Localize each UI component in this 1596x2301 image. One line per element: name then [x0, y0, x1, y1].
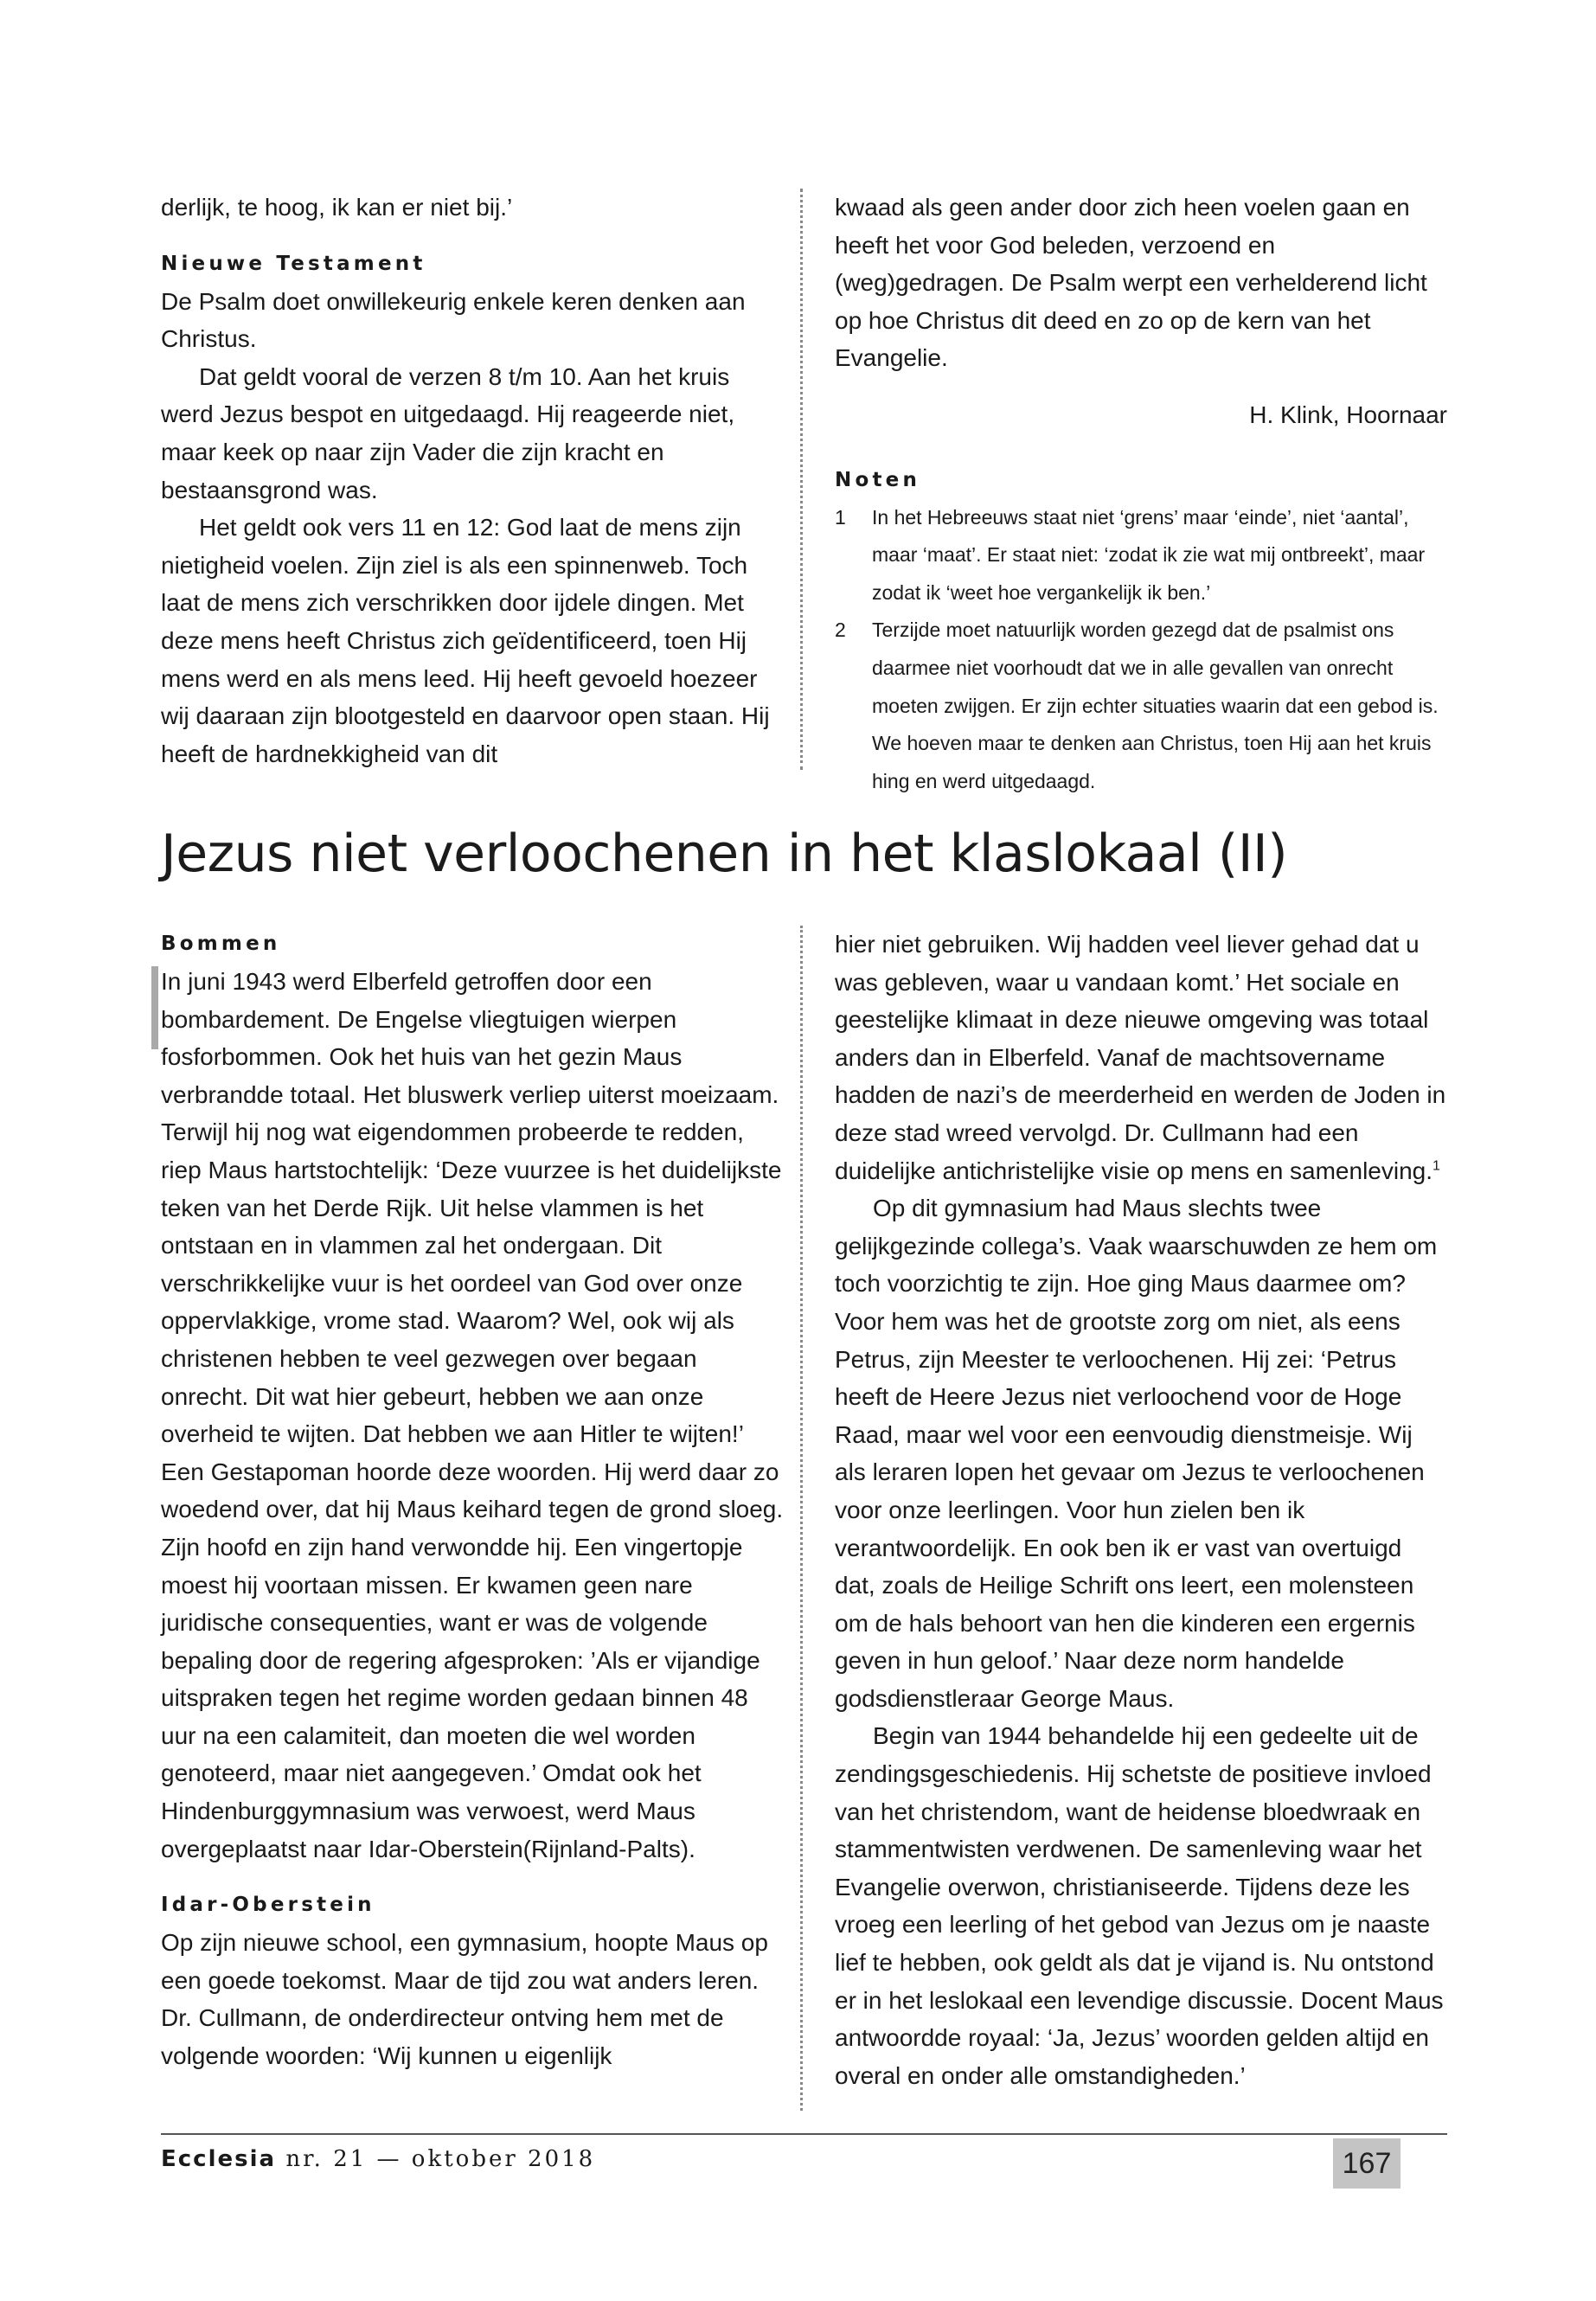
section-heading-nieuwe-testament: Nieuwe Testament: [161, 252, 426, 275]
footnote: [835, 612, 1447, 800]
footnote-text: In het Hebreeuws staat niet ‘grens’ maar ‘einde’, niet ‘aantal’, maar ‘maat’. Er staat niet: ‘zodat ik zie wat mij ontbreekt’, maar zodat ik ‘weet hoe vergankelijk ik ben.’: [872, 505, 1426, 604]
section-heading-bommen: Bommen: [161, 933, 281, 955]
paragraph: Het geldt ook vers 11 en 12: God laat de mens zijn nietigheid voelen. Zijn ziel is als een spinnenweb. Toch laat de mens zich verschrikken door ijdele dingen. Met deze mens heeft Christus zich geïdentificeerd, toen Hij mens werd en als mens leed. Hij heeft gevoeld hoezeer wij daaraan zijn blootgesteld en daarvoor open staan. Hij heeft de hardnekkigheid van dit: [161, 514, 770, 767]
footnote-number: 1: [835, 505, 846, 529]
issue-info: nr. 21 — oktober 2018: [285, 2146, 596, 2172]
paragraph: Dat geldt vooral de verzen 8 t/m 10. Aan het kruis werd Jezus bespot en uitgedaagd. Hij reageerde niet, maar keek op naar zijn Vader die zijn kracht en bestaansgrond was.: [161, 362, 735, 503]
paragraph: In juni 1943 werd Elberfeld getroffen door een bombardement. De Engelse vliegtuigen wierpen fosforbommen. Ook het huis van het gezin Maus verbrandde totaal. Het bluswerk verliep uiterst moeizaam. Terwijl hij nog wat eigendommen probeerde te redden, riep Maus hartstochtelijk: ‘Deze vuurzee is het duidelijkste teken van het Derde Rijk. Uit helse vlammen is het ontstaan en in vlammen zal het ondergaan. Dit verschrikkelijke vuur is het oordeel van God over onze oppervlakkige, vrome stad. Waarom? Wel, ook wij als christenen hebben te veel gezwegen over begaan onrecht. Dit wat hier gebeurt, hebben we aan onze overheid te wijten. Dat hebben we aan Hitler te wijten!’ Een Gestapoman hoorde deze woorden. Hij werd daar zo woedend over, dat hij Maus keihard tegen de grond sloeg. Zijn hoofd en zijn hand verwondde hij. Een vingertopje moest hij voortaan missen. Er kwamen geen nare juridische consequenties, want er was de volgende bepaling door de regering afgesproken: ’Als er vijandige uitspraken tegen het regime worden gedaan binnen 48 uur na een calamiteit, dan moeten die wel worden genoteerd, maar niet aangegeven.’ Omdat ook het Hindenburggymnasium was verwoest, werd Maus overgeplaatst naar Idar-Oberstein(Rijnland-Palts).: [161, 968, 784, 1862]
footnote-reference: 1: [1433, 1158, 1440, 1174]
magazine-name: Ecclesia: [161, 2146, 277, 2172]
paragraph: derlijk, te hoog, ik kan er niet bij.’: [161, 194, 513, 221]
top-left-column: [161, 189, 785, 772]
paragraph: kwaad als geen ander door zich heen voelen gaan en heeft het voor God beleden, verzoend en (weg)gedragen. De Psalm werpt een verhelderend licht op hoe Christus dit deed en zo op de kern van het Evangelie.: [835, 194, 1427, 372]
footnote: [835, 499, 1447, 612]
footnote-text: Terzijde moet natuurlijk worden gezegd dat de psalmist ons daarmee niet voorhoudt dat we in alle gevallen van onrecht moeten zwijgen. Er zijn echter situaties waarin dat een gebod is. We hoeven maar te denken aan Christus, toen Hij aan het kruis hing en werd uitgedaagd.: [872, 619, 1439, 792]
footnote-number: 2: [835, 619, 846, 642]
author-signature: H. Klink, Hoornaar: [1249, 401, 1447, 428]
paragraph: Begin van 1944 behandelde hij een gedeelte uit de zendingsgeschiedenis. Hij schetste de positieve invloed van het christendom, want de heidense bloedwraak en stammentwisten verdwenen. De samenleving waar het Evangelie overwon, christianiseerde. Tijdens deze les vroeg een leerling of het gebod van Jezus om je naaste lief te hebben, ook geldt als dat je vijand is. Nu ontstond er in het leslokaal een levendige discussie. Docent Maus antwoordde royaal: ‘Ja, Jezus’ woorden gelden altijd en overal en onder alle omstandigheden.’: [835, 1722, 1444, 2089]
paragraph-text: hier niet gebruiken. Wij hadden veel liever gehad dat u was gebleven, waar u vandaan komt.’ Het sociale en geestelijke klimaat in deze nieuwe omgeving was totaal anders dan in Elberfeld. Vanaf de machtsovername hadden de nazi’s de meerderheid en werden de Joden in deze stad wreed vervolgd. Dr. Cullmann had een duidelijke antichristelijke visie op mens en samenleving.: [835, 931, 1446, 1184]
section-heading-noten: Noten: [835, 468, 921, 491]
article-right-column: [835, 926, 1447, 2094]
article-title: Jezus niet verloochenen in het klaslokaal (II): [161, 824, 1288, 884]
column-divider: [800, 926, 803, 2111]
column-divider: [800, 189, 803, 770]
paragraph: Op zijn nieuwe school, een gymnasium, hoopte Maus op een goede toekomst. Maar de tijd zou wat anders leren. Dr. Cullmann, de onderdirecteur ontving hem met de volgende woorden: ‘Wij kunnen u eigenlijk: [161, 1929, 768, 2070]
section-heading-idar-oberstein: Idar-Oberstein: [161, 1894, 375, 1917]
article-left-column: [161, 926, 785, 2075]
top-right-column: [835, 189, 1447, 800]
paragraph: [835, 926, 1447, 1189]
paragraph: De Psalm doet onwillekeurig enkele keren denken aan Christus.: [161, 287, 746, 353]
footer-rule: [161, 2133, 1447, 2135]
footer: [161, 2142, 595, 2176]
page-number: 167: [1333, 2138, 1401, 2189]
paragraph: Op dit gymnasium had Maus slechts twee gelijkgezinde collega’s. Vaak waarschuwden ze hem om toch voorzichtig te zijn. Hoe ging Maus daarmee om? Voor hem was het de grootste zorg om niet, als eens Petrus, zijn Meester te verloochenen. Hij zei: ‘Petrus heeft de Heere Jezus niet verloochend voor de Hoge Raad, maar wel voor een eenvoudig dienstmeisje. Wij als leraren lopen het gevaar om Jezus te verloochenen voor onze leerlingen. Voor hun zielen ben ik verantwoordelijk. En ook ben ik er vast van overtuigd dat, zoals de Heilige Schrift ons leert, een molensteen om de hals behoort van hen die kinderen een ergernis geven in hun geloof.’ Naar deze norm handelde godsdienstleraar George Maus.: [835, 1195, 1438, 1712]
margin-marker: [151, 966, 158, 1049]
